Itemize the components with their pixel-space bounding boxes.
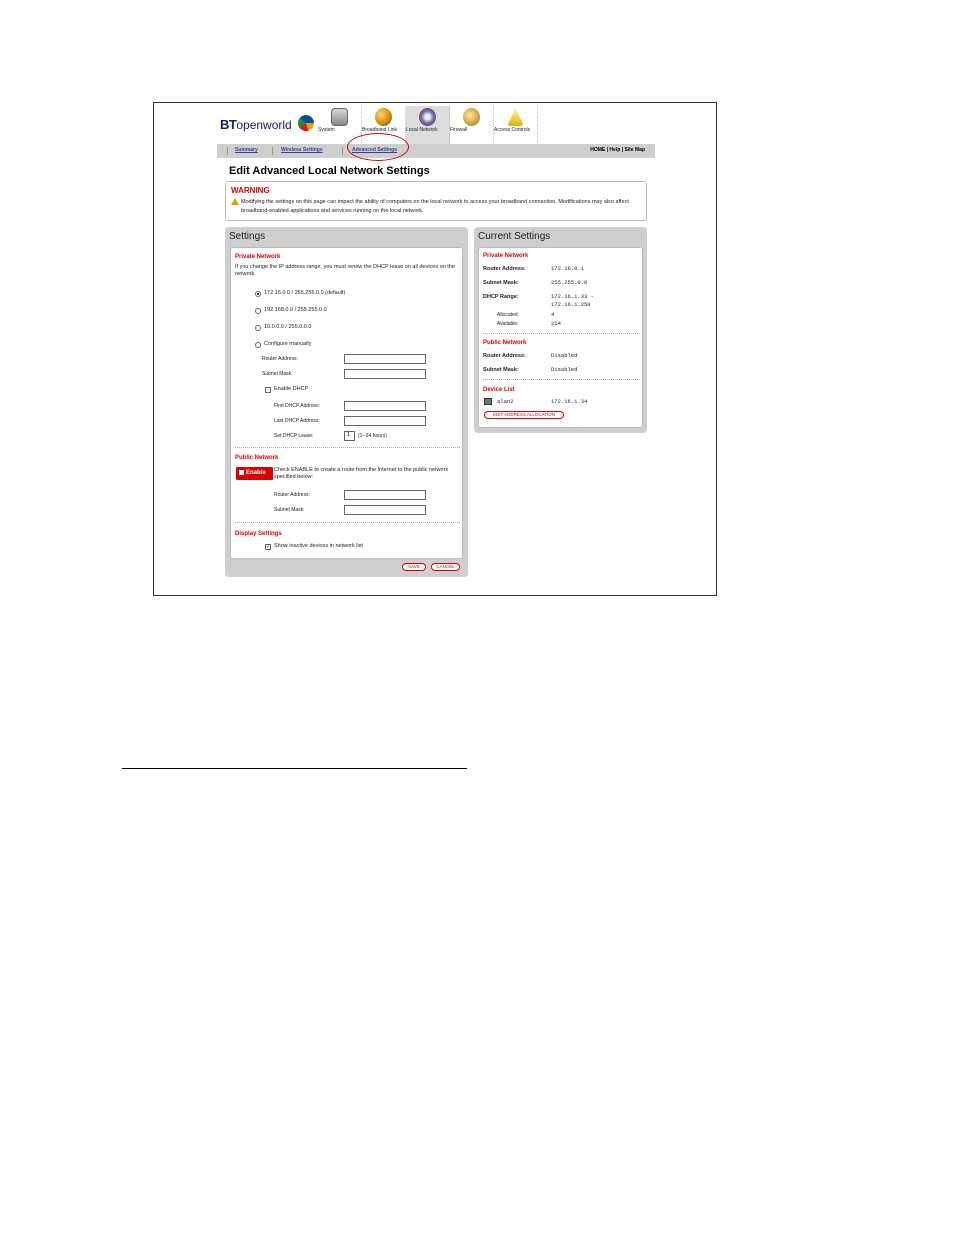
current-router-address-label: Router Address: [483,266,526,272]
radio-configure-manually[interactable] [255,342,261,348]
allocated-label: Allocated: [497,312,519,318]
first-dhcp-address-input[interactable] [344,401,426,411]
current-public-router-label: Router Address: [483,353,526,359]
radio-10-0[interactable] [255,325,261,331]
private-network-intro: If you change the IP address range, you must renew the DHCP lease on all devices on the network. [235,264,455,277]
access-controls-warning-icon [507,108,524,126]
local-network-icon [419,108,436,126]
dhcp-lease-input[interactable]: 1 [344,431,355,441]
show-inactive-checkbox[interactable]: ✓ [266,544,271,550]
subnet-mask-label: Subnet Mask: [262,371,293,377]
subnav-wireless-settings-link[interactable]: Wireless Settings [281,147,323,153]
settings-title: Settings [229,231,266,242]
divider [342,147,343,155]
radio-configure-manually-label: Configure manually [264,341,312,347]
warning-text: Modifying the settings on this page can impact the ability of computers on the local network to access your broadband connection. Modifications may also affect broadband-enabled applications and services running on the local network. [241,199,629,214]
system-icon [331,108,348,126]
warning-title: WARNING [231,186,270,195]
public-subnet-mask-input[interactable] [344,505,426,515]
current-settings-title: Current Settings [478,231,551,242]
current-private-network-heading: Private Network [483,253,529,259]
enable-dhcp-checkbox[interactable] [265,387,271,393]
private-network-heading: Private Network [235,254,281,260]
divider [235,522,460,523]
subnav-summary-link[interactable]: Summary [235,147,258,153]
current-public-network-heading: Public Network [483,340,527,346]
save-button[interactable]: SAVE [402,563,426,571]
warning-triangle-icon [231,198,239,205]
logo-bt-text: BT [220,117,237,132]
home-help-sitemap-links[interactable]: HOME | Help | Site Map [590,147,645,153]
dhcp-lease-hint: (1--24 hours) [358,433,387,439]
public-network-desc: Check ENABLE to create a route from the Internet to the public network specified below: [274,467,449,480]
settings-body [230,247,463,559]
current-subnet-mask-label: Subnet Mask: [483,280,519,286]
enable-label: Enable [246,470,266,476]
router-address-input[interactable] [344,354,426,364]
current-public-subnet-value: Disabled [551,366,578,373]
current-public-subnet-label: Subnet Mask: [483,367,519,373]
public-router-address-input[interactable] [344,490,426,500]
divider [483,379,640,380]
public-network-heading: Public Network [235,455,279,461]
tab-local-network[interactable] [406,106,450,145]
divider [272,147,273,155]
warning-box [225,181,647,221]
tab-firewall[interactable] [450,106,494,145]
sub-nav [217,144,655,158]
bt-globe-icon [298,115,314,131]
tab-access-controls[interactable] [494,106,538,145]
divider [227,147,228,155]
current-settings-panel [474,227,647,433]
broadband-globe-icon [375,108,392,126]
current-public-router-value: Disabled [551,352,578,359]
set-dhcp-lease-label: Set DHCP Lease: [274,433,314,439]
current-dhcp-range-start: 172.16.1.33 - [551,293,594,300]
last-dhcp-address-label: Last DHCP Address: [274,418,320,424]
current-dhcp-range-end: 172.16.1.250 [551,301,591,308]
current-subnet-mask-value: 255.255.0.0 [551,279,588,286]
public-router-address-label: Router Address: [274,492,310,498]
display-settings-heading: Display Settings [235,531,282,537]
current-dhcp-range-label: DHCP Range: [483,294,519,300]
footnote-rule [122,768,467,769]
screenshot-frame [153,102,717,596]
device-list-heading: Device List [483,387,515,393]
first-dhcp-address-label: First DHCP Address: [274,403,321,409]
settings-panel [225,227,468,577]
subnav-advanced-settings-link[interactable]: Advanced Settings [352,147,398,153]
current-router-address-value: 172.16.0.1 [551,265,585,272]
public-network-enable-toggle[interactable] [236,467,273,480]
firewall-lock-icon [463,108,480,126]
device-name[interactable]: alan2 [497,398,514,405]
radio-10-0-label: 10.0.0.0 / 255.0.0.0 [264,324,312,330]
allocated-value: 4 [551,311,555,318]
current-settings-body [478,247,643,428]
tab-label: Access Controls [494,127,531,133]
edit-address-allocation-button[interactable]: EDIT ADDRESS ALLOCATION [484,411,564,419]
device-ip: 172.16.1.34 [551,398,588,405]
radio-192-168-label: 192.168.0.0 / 255.255.0.0 [264,307,327,313]
enable-checkbox-icon [239,470,244,475]
radio-192-168[interactable] [255,308,261,314]
public-subnet-mask-label: Subnet Mask: [274,507,305,513]
divider [235,447,460,448]
subnet-mask-input[interactable] [344,369,426,379]
cancel-button[interactable]: CANCEL [431,563,460,571]
highlight-circle-annotation [347,133,409,161]
last-dhcp-address-input[interactable] [344,416,426,426]
logo-openworld-text: openworld [236,118,292,132]
router-address-label: Router Address: [262,356,298,362]
tab-label: Broadband Link [362,127,398,133]
tab-label: Local Network [406,127,438,133]
enable-dhcp-label: Enable DHCP [274,386,309,392]
available-label: Available: [497,321,519,327]
bt-openworld-logo[interactable] [220,116,315,136]
computer-icon [484,398,492,405]
tab-label: System [318,127,335,133]
show-inactive-label: Show inactive devices in network list [274,543,363,549]
available-value: 214 [551,320,561,327]
radio-172-16-label: 172.16.0.0 / 255.255.0.0 (default) [264,290,346,296]
divider [483,333,640,334]
tab-label: Firewall [450,127,468,133]
page-title: Edit Advanced Local Network Settings [229,165,430,177]
radio-172-16[interactable] [255,291,261,297]
